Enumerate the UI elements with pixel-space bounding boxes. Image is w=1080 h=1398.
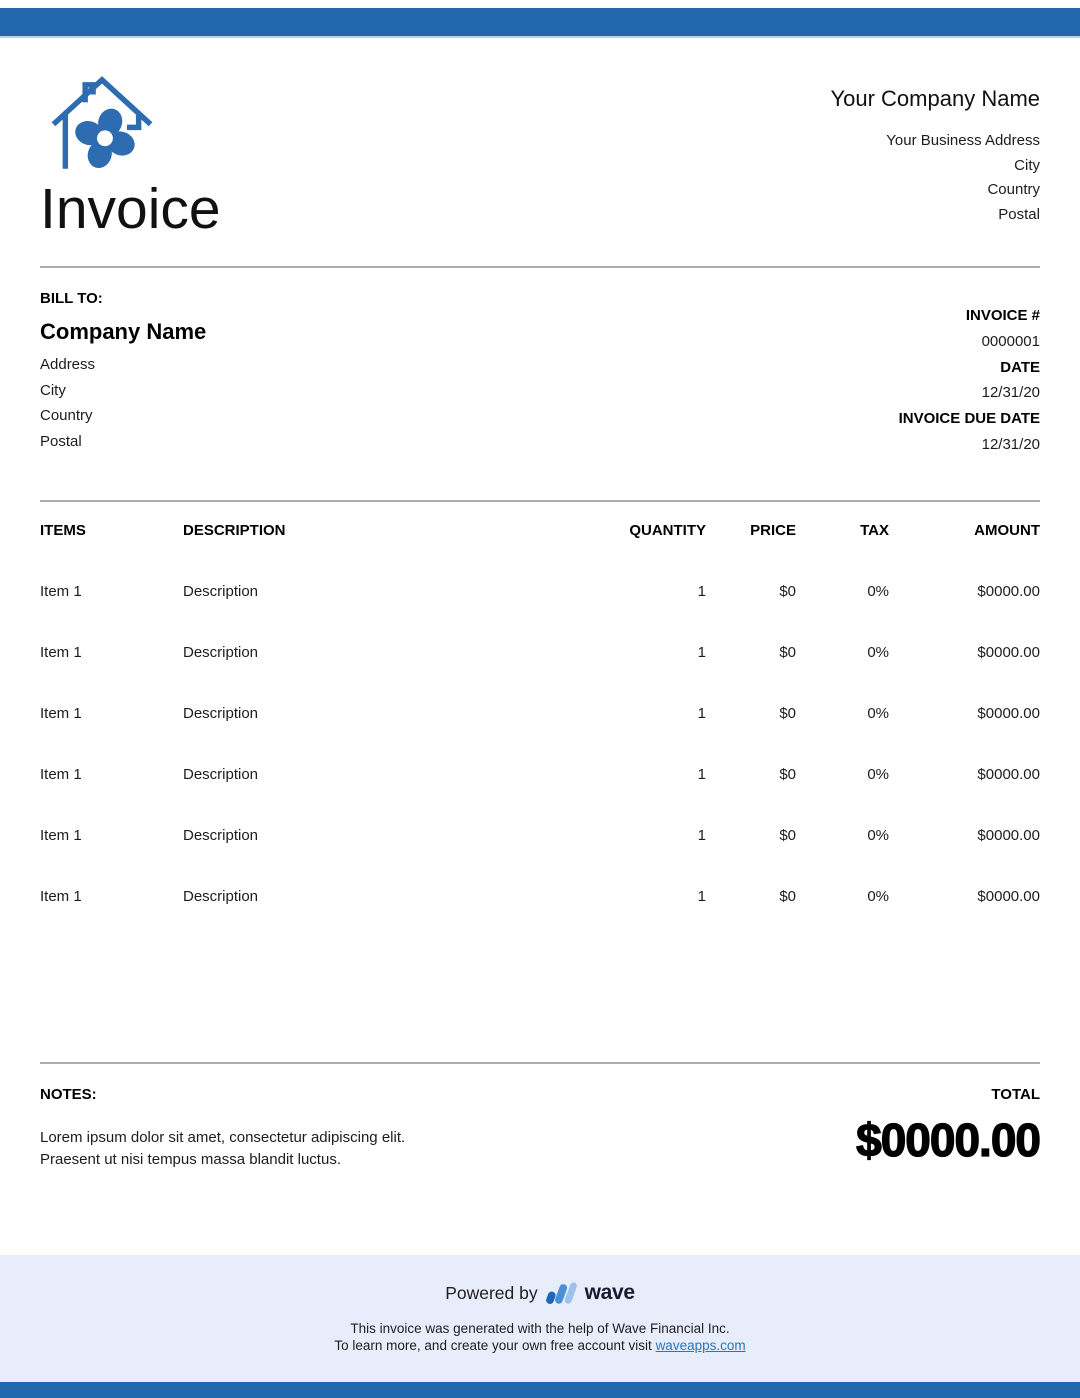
table-row bbox=[40, 705, 1040, 722]
invoice-number-label: INVOICE # bbox=[965, 307, 1040, 324]
cell-description: Description bbox=[183, 704, 259, 722]
billing-section bbox=[40, 290, 1040, 458]
table-row bbox=[40, 827, 1040, 844]
company-city: City bbox=[1014, 156, 1040, 174]
cell-price: $0 bbox=[779, 887, 796, 905]
invoice-body bbox=[0, 38, 1080, 1255]
cell-price: $0 bbox=[779, 826, 796, 844]
bill-to-label: BILL TO: bbox=[40, 290, 103, 307]
cell-item: Item 1 bbox=[40, 887, 82, 905]
cell-item: Item 1 bbox=[40, 704, 82, 722]
table-row bbox=[40, 766, 1040, 783]
cell-price: $0 bbox=[779, 643, 796, 661]
cell-description: Description bbox=[183, 765, 259, 783]
invoice-due-date-value: 12/31/20 bbox=[981, 435, 1040, 453]
company-logo bbox=[40, 66, 170, 168]
bottom-accent-bar bbox=[0, 1382, 1080, 1398]
cell-tax: 0% bbox=[867, 826, 889, 844]
cell-tax: 0% bbox=[867, 887, 889, 905]
invoice-number-value: 0000001 bbox=[981, 332, 1040, 350]
bill-to-city: City bbox=[40, 381, 66, 399]
total-label: TOTAL bbox=[991, 1085, 1040, 1103]
cell-amount: $0000.00 bbox=[977, 826, 1040, 844]
cell-tax: 0% bbox=[867, 643, 889, 661]
page-title: Invoice bbox=[40, 177, 221, 241]
col-header-description: DESCRIPTION bbox=[183, 521, 286, 539]
cell-amount: $0000.00 bbox=[977, 765, 1040, 783]
total-block bbox=[856, 1086, 1040, 1171]
col-header-items: ITEMS bbox=[40, 521, 86, 539]
invoice-date-value: 12/31/20 bbox=[981, 384, 1040, 402]
table-body bbox=[40, 583, 1040, 905]
house-fan-icon bbox=[40, 66, 162, 169]
invoice-date-label: DATE bbox=[1000, 358, 1040, 376]
bill-to-address-line: Address bbox=[40, 356, 96, 373]
notes-line: Praesent ut nisi tempus massa blandit luctus. bbox=[40, 1150, 341, 1168]
cell-quantity: 1 bbox=[697, 704, 706, 722]
invoice-due-date-label: INVOICE DUE DATE bbox=[898, 410, 1040, 428]
cell-quantity: 1 bbox=[697, 887, 706, 905]
cell-tax: 0% bbox=[867, 704, 889, 722]
cell-item: Item 1 bbox=[40, 765, 82, 783]
summary-section bbox=[40, 1086, 1040, 1171]
header-left bbox=[40, 66, 221, 242]
bill-to-company: Company Name bbox=[40, 319, 207, 344]
company-postal: Postal bbox=[998, 205, 1040, 223]
powered-by-text: Powered by bbox=[445, 1282, 538, 1303]
cell-quantity: 1 bbox=[697, 643, 706, 661]
cell-quantity: 1 bbox=[697, 582, 706, 600]
cell-description: Description bbox=[183, 887, 259, 905]
table-row bbox=[40, 644, 1040, 661]
cell-quantity: 1 bbox=[697, 826, 706, 844]
powered-by-row bbox=[0, 1281, 1080, 1305]
cell-tax: 0% bbox=[867, 765, 889, 783]
col-header-amount: AMOUNT bbox=[974, 521, 1040, 539]
notes-block bbox=[40, 1086, 405, 1171]
invoice-header bbox=[40, 66, 1040, 242]
wave-footer bbox=[0, 1255, 1080, 1382]
bill-to-country: Country bbox=[40, 407, 93, 424]
cell-description: Description bbox=[183, 643, 259, 661]
table-header-row bbox=[40, 522, 1040, 539]
line-items-table bbox=[40, 522, 1040, 905]
wave-logo-icon bbox=[546, 1282, 577, 1305]
company-name: Your Company Name bbox=[830, 86, 1040, 111]
top-accent-bar bbox=[0, 8, 1080, 38]
col-header-price: PRICE bbox=[750, 521, 796, 539]
cell-description: Description bbox=[183, 826, 259, 844]
divider-header bbox=[40, 266, 1040, 268]
cell-price: $0 bbox=[779, 582, 796, 600]
bill-to-postal: Postal bbox=[40, 432, 82, 450]
total-amount: $0000.00 bbox=[856, 1113, 1040, 1166]
cell-quantity: 1 bbox=[697, 765, 706, 783]
cell-item: Item 1 bbox=[40, 582, 82, 600]
col-header-quantity: QUANTITY bbox=[629, 521, 706, 539]
footer-line-2-text: To learn more, and create your own free account visit bbox=[334, 1338, 656, 1353]
company-country: Country bbox=[987, 181, 1040, 198]
footer-line-2 bbox=[0, 1337, 1080, 1354]
company-address: Your Business Address bbox=[886, 132, 1040, 149]
bill-to-block bbox=[40, 290, 206, 458]
cell-amount: $0000.00 bbox=[977, 643, 1040, 661]
table-row bbox=[40, 583, 1040, 600]
cell-price: $0 bbox=[779, 765, 796, 783]
cell-tax: 0% bbox=[867, 582, 889, 600]
notes-label: NOTES: bbox=[40, 1085, 97, 1103]
table-row bbox=[40, 888, 1040, 905]
cell-amount: $0000.00 bbox=[977, 887, 1040, 905]
cell-amount: $0000.00 bbox=[977, 704, 1040, 722]
invoice-meta-block bbox=[899, 290, 1040, 458]
notes-line: Lorem ipsum dolor sit amet, consectetur adipiscing elit. bbox=[40, 1128, 406, 1146]
cell-description: Description bbox=[183, 582, 259, 600]
cell-item: Item 1 bbox=[40, 826, 82, 844]
notes-text bbox=[40, 1127, 405, 1171]
cell-amount: $0000.00 bbox=[977, 582, 1040, 600]
col-header-tax: TAX bbox=[860, 521, 889, 539]
divider-table-bottom bbox=[40, 1062, 1040, 1064]
divider-table-top bbox=[40, 500, 1040, 502]
wave-wordmark: wave bbox=[584, 1281, 635, 1304]
bill-to-address bbox=[40, 352, 206, 454]
cell-price: $0 bbox=[779, 704, 796, 722]
footer-disclaimer bbox=[0, 1320, 1080, 1354]
waveapps-link[interactable]: waveapps.com bbox=[655, 1338, 746, 1353]
footer-line-1: This invoice was generated with the help of Wave Financial Inc. bbox=[350, 1321, 730, 1336]
company-info bbox=[830, 66, 1040, 242]
cell-item: Item 1 bbox=[40, 643, 82, 661]
